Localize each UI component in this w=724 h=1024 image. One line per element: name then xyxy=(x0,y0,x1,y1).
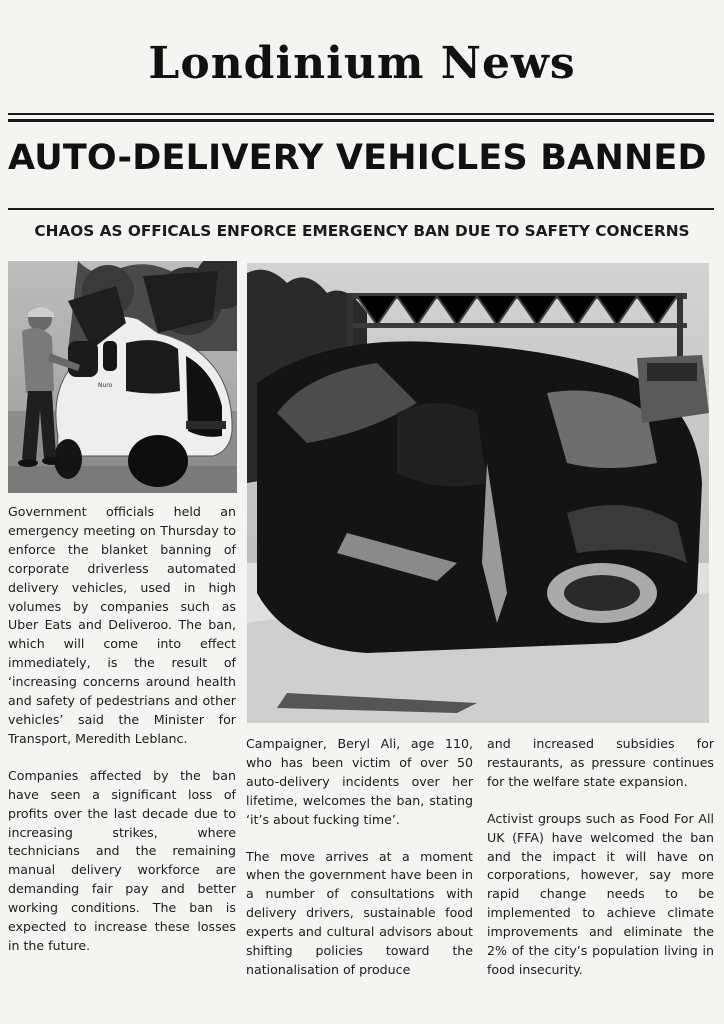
article-column-1 xyxy=(8,503,236,974)
headline: AUTO-DELIVERY VEHICLES BANNED xyxy=(8,138,707,178)
paragraph: The move arrives at a moment when the government have been in a number of consultations with delivery drivers, sustainable food experts and cultural advisors about shifting policies toward the nationalisation of produce xyxy=(246,848,473,977)
paragraph: Activist groups such as Food For All UK (FFA) have welcomed the ban and the impact it will have on corporations, however, say more rapid change needs to be implemented to achieve climate improvements and eliminate the 2% of the city’s population living in food insecurity. xyxy=(487,810,714,977)
paragraph: Government officials held an emergency meeting on Thursday to enforce the blanket banning of corporate driverless automated delivery vehicles, used in high volumes by companies such as Uber Eats and Deliveroo. The ban, which will come into effect immediately, is the result of ‘increasing concerns around health and safety of pedestrians and other vehicles’ said the Minister for Transport, Meredith Leblanc. xyxy=(8,504,236,746)
photo-wrecked-vehicle xyxy=(247,263,709,723)
vehicle-brand-text: Nuro xyxy=(98,382,113,389)
masthead-rule-bottom xyxy=(8,119,714,122)
article-column-3 xyxy=(487,735,714,998)
subheadline: CHAOS AS OFFICALS ENFORCE EMERGENCY BAN DUE TO SAFETY CONCERNS xyxy=(34,222,690,240)
article-column-2 xyxy=(246,735,473,998)
headline-rule xyxy=(8,208,714,210)
paragraph: Campaigner, Beryl Ali, age 110, who has been victim of over 50 auto-delivery incidents over her lifetime, welcomes the ban, stating ‘it’s about fucking time’. xyxy=(246,736,473,827)
masthead-rule-top xyxy=(8,113,714,115)
photo-delivery-robot xyxy=(8,261,237,493)
masthead: Londinium News xyxy=(148,38,576,89)
paragraph: Companies affected by the ban have seen a significant loss of profits over the last decade due to increasing strikes, where technicians and the remaining manual delivery workforce are demanding fair pay and better working conditions. The ban is expected to increase these losses in the future. xyxy=(8,767,236,953)
paragraph: and increased subsidies for restaurants, as pressure continues for the welfare state expansion. xyxy=(487,736,714,789)
